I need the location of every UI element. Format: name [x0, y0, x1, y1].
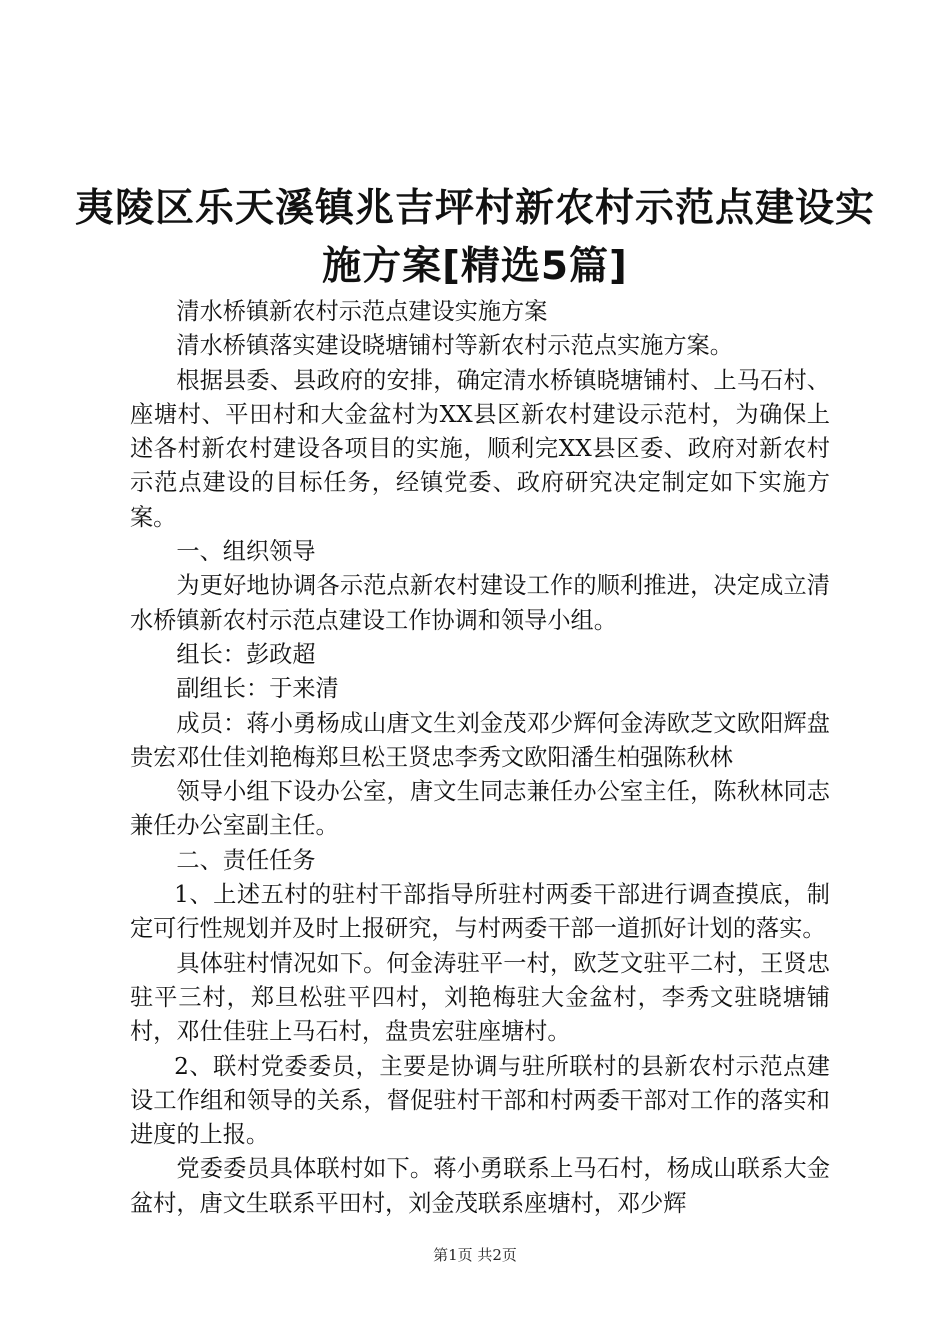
paragraph-organization: 为更好地协调各示范点新农村建设工作的顺利推进，决定成立清水桥镇新农村示范点建设工作协调和领导小组。 [130, 572, 830, 634]
paragraph-task-2: 2、联村党委委员，主要是协调与驻所联村的县新农村示范点建设工作组和领导的关系，督促驻村干部和村两委干部对工作的落实和进度的上报。 [130, 1052, 830, 1149]
paragraph-subtitle: 清水桥镇新农村示范点建设实施方案 [176, 298, 548, 325]
document-body [130, 295, 830, 1221]
paragraph-task-1: 1、上述五村的驻村干部指导所驻村两委干部进行调查摸底，制定可行性规划并及时上报研究，与村两委干部一道抓好计划的落实。 [130, 881, 830, 943]
paragraph-village-assignments: 具体驻村情况如下。何金涛驻平一村，欧芝文驻平二村，王贤忠驻平三村，郑旦松驻平四村，刘艳梅驻大金盆村，李秀文驻晓塘铺村，邓仕佳驻上马石村，盘贵宏驻座塘村。 [130, 949, 830, 1046]
paragraph-intro: 清水桥镇落实建设晓塘铺村等新农村示范点实施方案。 [176, 332, 733, 360]
page-footer: 第1页 共2页 [433, 1246, 517, 1264]
paragraph-office: 领导小组下设办公室，唐文生同志兼任办公室主任，陈秋林同志兼任办公室副主任。 [130, 778, 830, 840]
paragraph-committee-liaison: 党委委员具体联村如下。蒋小勇联系上马石村，杨成山联系大金盆村，唐文生联系平田村，刘金茂联系座塘村，邓少辉 [130, 1155, 830, 1217]
paragraph-members: 成员：蒋小勇杨成山唐文生刘金茂邓少辉何金涛欧芝文欧阳辉盘贵宏邓仕佳刘艳梅郑旦松王贤忠李秀文欧阳潘生柏强陈秋林 [130, 709, 830, 771]
document-title-line-1: 夷陵区乐天溪镇兆吉坪村新农村示范点建设实 [74, 186, 875, 231]
paragraph-deputy-leader: 副组长：于来清 [176, 675, 339, 703]
document-title-line-2: 施方案[精选5篇] [322, 244, 628, 289]
paragraph-background: 根据县委、县政府的安排，确定清水桥镇晓塘铺村、上马石村、座塘村、平田村和大金盆村为XX县区新农村建设示范村，为确保上述各村新农村建设各项目的实施，顺利完XX县区委、政府对新农村示范点建设的目标任务，经镇党委、政府研究决定制定如下实施方案。 [130, 366, 830, 531]
section-heading-responsibilities: 二、责任任务 [176, 846, 316, 874]
paragraph-group-leader: 组长：彭政超 [176, 640, 316, 668]
section-heading-organization: 一、组织领导 [176, 538, 316, 566]
